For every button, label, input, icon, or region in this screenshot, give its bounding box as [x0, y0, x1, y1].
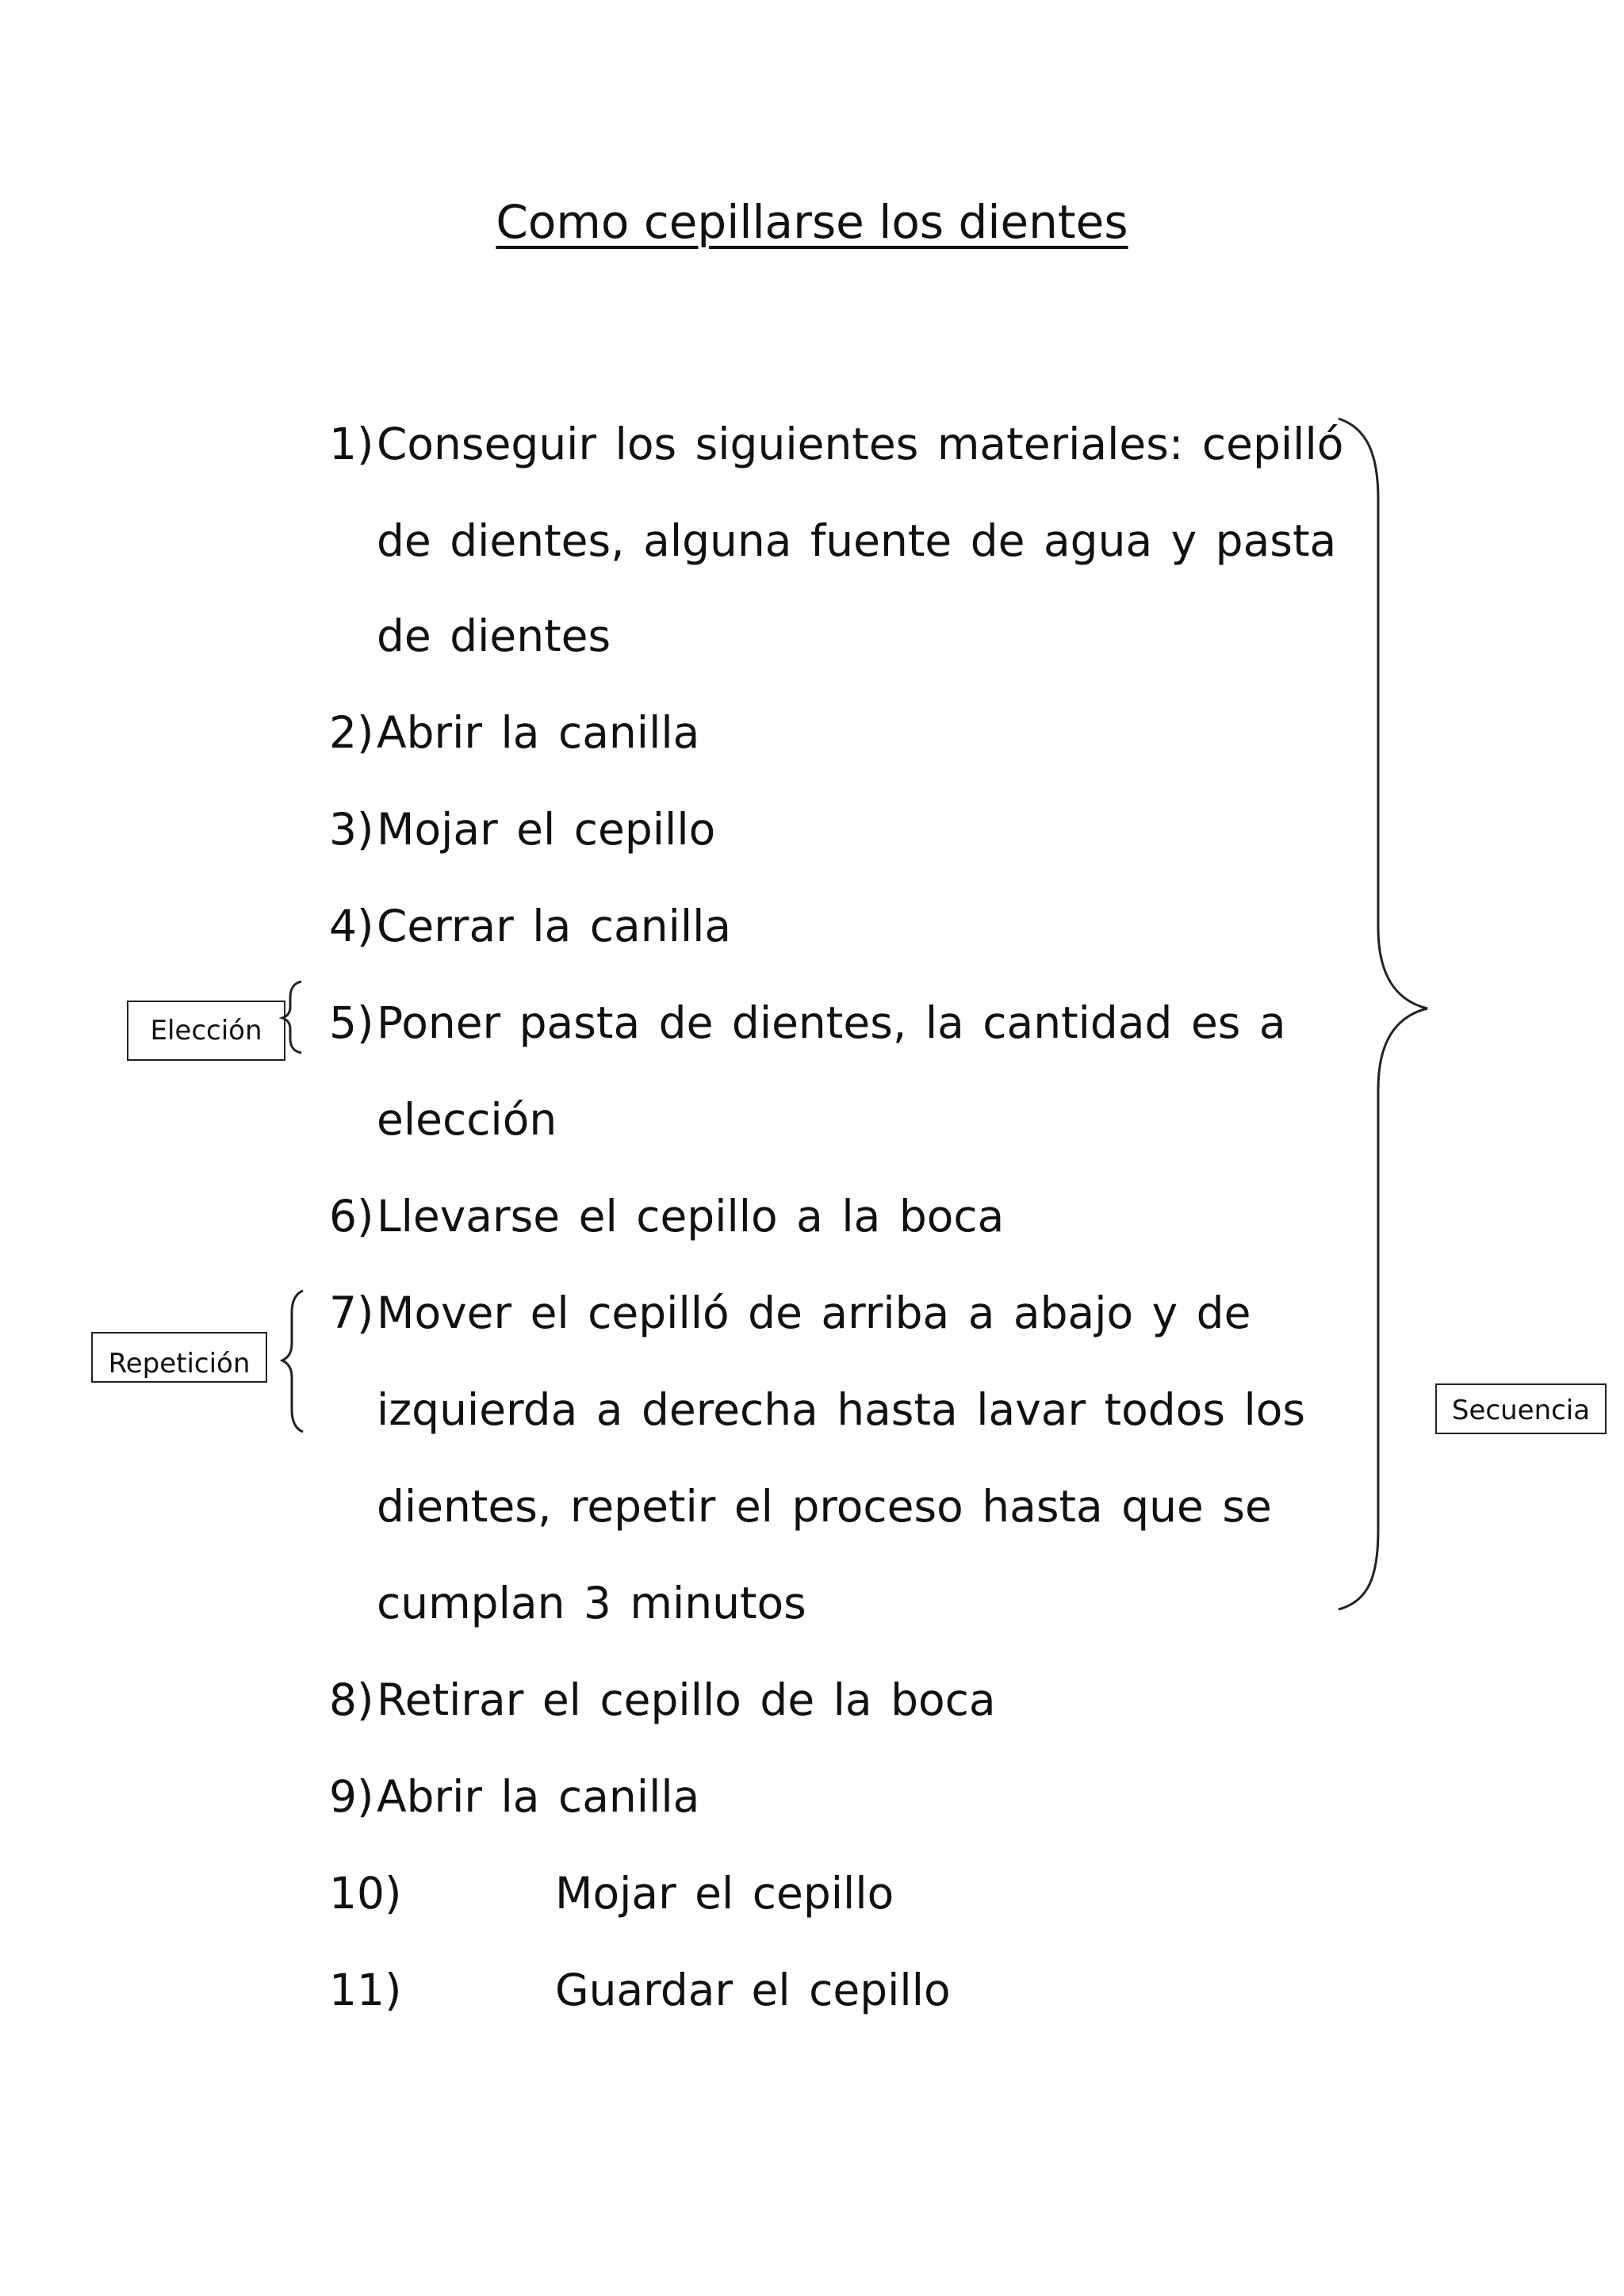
step-number: 2) [329, 707, 374, 758]
secuencia-brace [1339, 419, 1427, 1609]
step-text: de dientes, alguna fuente de agua y pasta [377, 515, 1337, 566]
step-number: 3) [329, 804, 374, 855]
step-text: elección [377, 1094, 557, 1145]
step-text: Abrir la canilla [377, 1771, 700, 1822]
step-number: 1) [329, 419, 374, 469]
repeticion-brace [282, 1291, 303, 1432]
step-number: 5) [329, 997, 374, 1048]
step-number: 10) [329, 1868, 402, 1919]
step-text: Mojar el cepillo [377, 804, 716, 855]
step-number: 8) [329, 1674, 374, 1725]
step-text: Conseguir los siguientes materiales: cepilló [377, 419, 1344, 469]
step-text: Cerrar la canilla [377, 901, 732, 951]
step-text: Mover el cepilló de arriba a abajo y de [377, 1288, 1251, 1338]
step-number: 6) [329, 1191, 374, 1242]
step-text: de dientes [377, 610, 611, 661]
step-text: Abrir la canilla [377, 707, 700, 758]
step-number: 4) [329, 901, 374, 951]
step-number: 7) [329, 1288, 374, 1338]
step-number: 11) [329, 1965, 402, 2015]
secuencia-label-box: Secuencia [1435, 1383, 1607, 1434]
repeticion-label-box: Repetición [91, 1332, 267, 1383]
title-text: Como cepillarse los dientes [496, 195, 1128, 249]
step-number: 9) [329, 1771, 374, 1822]
step-text: cumplan 3 minutos [377, 1578, 806, 1628]
step-text: dientes, repetir el proceso hasta que se [377, 1481, 1272, 1532]
step-text: Retirar el cepillo de la boca [377, 1674, 996, 1725]
step-text: Guardar el cepillo [555, 1965, 951, 2015]
step-text: Poner pasta de dientes, la cantidad es a [377, 997, 1286, 1048]
eleccion-label-box: Elección [127, 1001, 285, 1061]
step-text: Llevarse el cepillo a la boca [377, 1191, 1005, 1242]
step-text: Mojar el cepillo [555, 1868, 894, 1919]
step-text: izquierda a derecha hasta lavar todos los [377, 1384, 1306, 1435]
document-title [0, 190, 1624, 254]
